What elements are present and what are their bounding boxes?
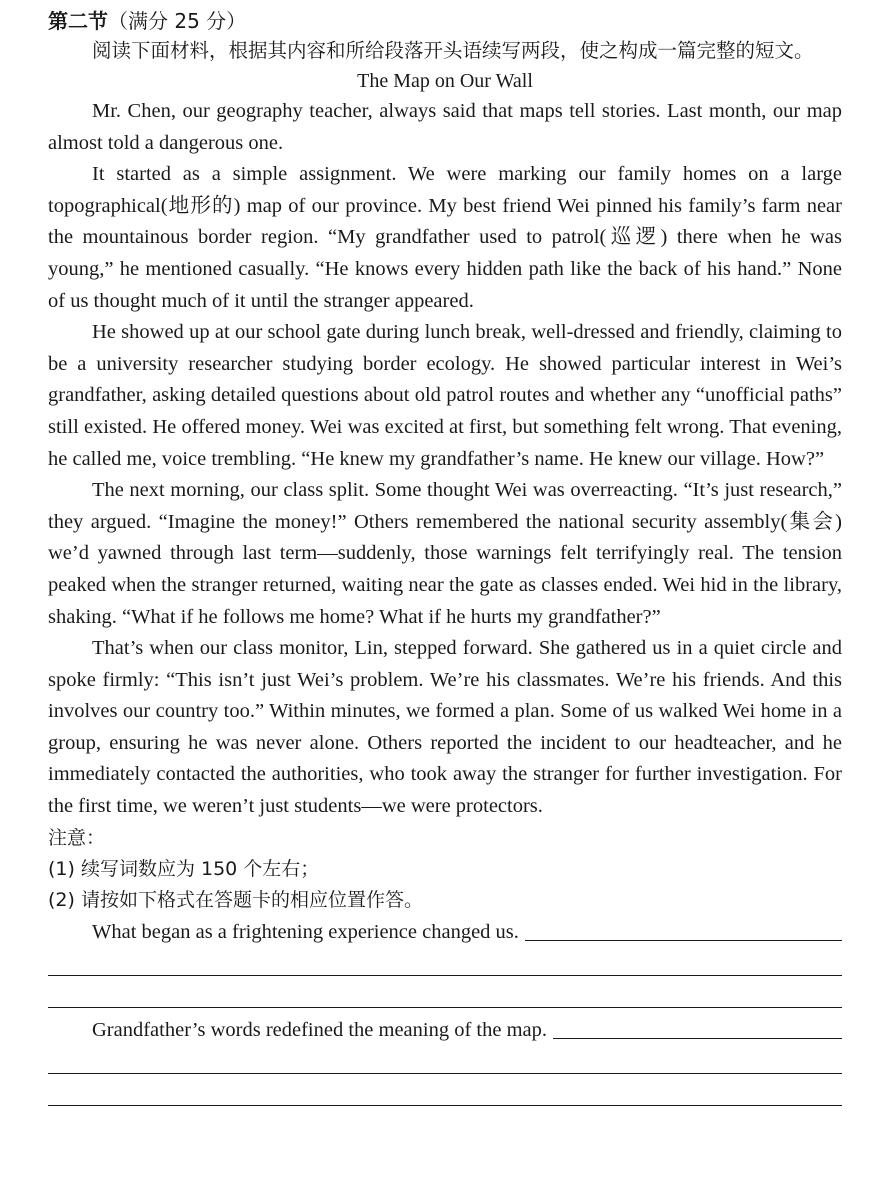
section-heading (48, 6, 842, 36)
answer-line[interactable] (48, 1007, 842, 1008)
story-paragraph: It started as a simple assignment. We were marking our family homes on a large topographical(地形的) map of our province. My best friend Wei pinned his family’s farm near the mountainous border region. “My grandfather used to patrol(巡逻) there when he was young,” he mentioned casually. “He knows every hidden path like the back of his hand.” None of us thought much of it until the stranger appeared. (48, 163, 842, 312)
task-instruction: 阅读下面材料，根据其内容和所给段落开头语续写两段，使之构成一篇完整的短文。 (92, 39, 814, 62)
story-paragraph: That’s when our class monitor, Lin, stepped forward. She gathered us in a quiet circle and spoke firmly: “This isn’t just Wei’s problem. We’re his classmates. We’re his friends. And this involves our country too.” Within minutes, we formed a plan. Some of us walked Wei home in a group, ensuring he was never alone. Others reported the incident to our headteacher, and he immediately contacted the authorities, who took away the stranger for further investigation. For the first time, we weren’t just students—we were protectors. (48, 637, 842, 818)
story-paragraph: He showed up at our school gate during lunch break, well-dressed and friendly, claiming to be a university researcher studying border ecology. He showed particular interest in Wei’s grandfather, asking detailed questions about old patrol routes and whether any “unofficial paths” still existed. He offered money. Wei was excited at first, but something felt wrong. That evening, he called me, voice trembling. “He knew my grandfather’s name. He knew our village. How?” (48, 321, 842, 470)
exam-page (48, 6, 842, 1106)
story-body (48, 96, 842, 823)
answer-area-2 (48, 1014, 842, 1106)
story-paragraph: Mr. Chen, our geography teacher, always said that maps tell stories. Last month, our map almost told a dangerous one. (48, 100, 842, 154)
notes-label: 注意： (48, 826, 106, 849)
section-number: 第二节 (48, 9, 108, 33)
continuation-prompt-1 (48, 916, 842, 948)
answer-line[interactable] (48, 1073, 842, 1074)
answer-line[interactable] (48, 975, 842, 976)
note-item: (2) 请按如下格式在答题卡的相应位置作答。 (48, 888, 423, 911)
note-item: (1) 续写词数应为 150 个左右； (48, 857, 320, 880)
prompt-text: What began as a frightening experience changed us. (92, 920, 519, 943)
section-score: （满分 25 分） (108, 9, 247, 33)
answer-line[interactable] (553, 1037, 842, 1039)
story-paragraph: The next morning, our class split. Some thought Wei was overreacting. “It’s just research,” they argued. “Imagine the money!” Others remembered the national security assembly(集会) we’d yawned through last term—suddenly, those warnings felt terrifyingly real. The tension peaked when the stranger returned, waiting near the gate as classes ended. Wei hid in the library, shaking. “What if he follows me home? What if he hurts my grandfather?” (48, 479, 842, 628)
notes-block (48, 823, 842, 916)
continuation-prompt-2 (48, 1014, 842, 1046)
answer-line[interactable] (48, 1105, 842, 1106)
prompt-text: Grandfather’s words redefined the meaning of the map. (92, 1018, 548, 1041)
story-title: The Map on Our Wall (357, 70, 533, 92)
answer-area-1 (48, 916, 842, 1008)
answer-line[interactable] (525, 939, 842, 941)
